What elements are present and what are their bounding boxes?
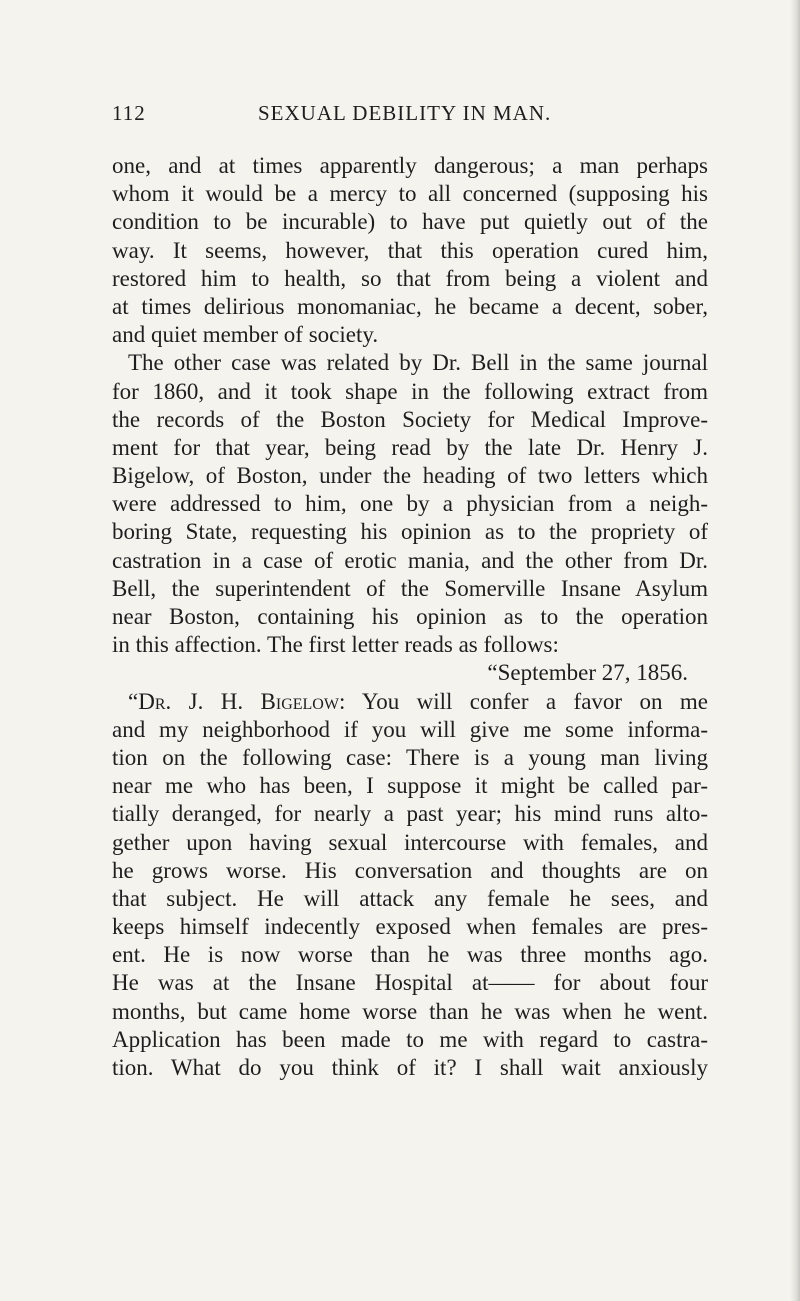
text-line: tion on the following case: There is a young man living	[112, 744, 708, 770]
page-number: 112	[112, 101, 146, 125]
text-line: were addressed to him, one by a physician from a neigh-	[112, 491, 708, 517]
text-line: way. It seems, however, that this operation cured him,	[112, 237, 708, 263]
text-line: Application has been made to me with regard to castra-	[112, 1026, 708, 1052]
text-line: at times delirious monomaniac, he became a decent, sober,	[112, 293, 708, 319]
letter-date: “September 27, 1856.	[487, 660, 688, 686]
text-line: for 1860, and it took shape in the following extract from	[112, 378, 708, 404]
text-line: He was at the Insane Hospital at—— for about four	[112, 970, 708, 996]
salutation-rest: : You will confer a favor on me	[338, 688, 708, 714]
text-line: that subject. He will attack any female he sees, and	[112, 885, 708, 911]
text-line: the records of the Boston Society for Medical Improve-	[112, 406, 708, 432]
text-line: whom it would be a mercy to all concerned (supposing his	[112, 181, 708, 207]
text-line: near me who has been, I suppose it might be called par-	[112, 773, 708, 799]
text-line: Bell, the superintendent of the Somerville Insane Asylum	[112, 575, 708, 601]
text-line: tion. What do you think of it? I shall wait anxiously	[112, 1055, 708, 1080]
text-line: and quiet member of society.	[112, 322, 379, 348]
text-line: months, but came home worse than he was when he went.	[112, 998, 708, 1024]
letter-salutation-line	[112, 688, 708, 716]
text-line: ment for that year, being read by the late Dr. Henry J.	[112, 434, 708, 460]
text-line: one, and at times apparently dangerous; a man perhaps	[112, 153, 708, 178]
running-head: SEXUAL DEBILITY IN MAN.	[258, 101, 552, 125]
text-line: near Boston, containing his opinion as to the operation	[112, 604, 708, 629]
text-line: and my neighborhood if you will give me some informa-	[112, 716, 708, 742]
paragraph-start-line: The other case was related by Dr. Bell in the same journal	[128, 350, 708, 376]
text-line: castration in a case of erotic mania, and the other from Dr.	[112, 547, 708, 573]
text-line: keeps himself indecently exposed when females are pres-	[112, 914, 708, 940]
text-line: condition to be incurable) to have put quietly out of the	[112, 209, 708, 235]
text-line: in this affection. The first letter reads as follows:	[112, 632, 559, 658]
open-quote: “	[128, 688, 139, 714]
page-header	[112, 101, 572, 131]
text-line: ent. He is now worse than he was three months ago.	[112, 942, 708, 968]
page-edge-shadow	[790, 0, 800, 1301]
text-line: boring State, requesting his opinion as to the propriety of	[112, 519, 708, 545]
text-line: restored him to health, so that from being a violent and	[112, 265, 708, 291]
text-line: tially deranged, for nearly a past year; his mind runs alto-	[112, 801, 708, 827]
letter-addressee: Dr. J. H. Bigelow	[138, 688, 339, 714]
text-line: he grows worse. His conversation and thoughts are on	[112, 857, 708, 883]
body-text	[112, 152, 708, 1082]
text-line: Bigelow, of Boston, under the heading of two letters which	[112, 463, 708, 489]
text-line: gether upon having sexual intercourse with females, and	[112, 829, 708, 855]
